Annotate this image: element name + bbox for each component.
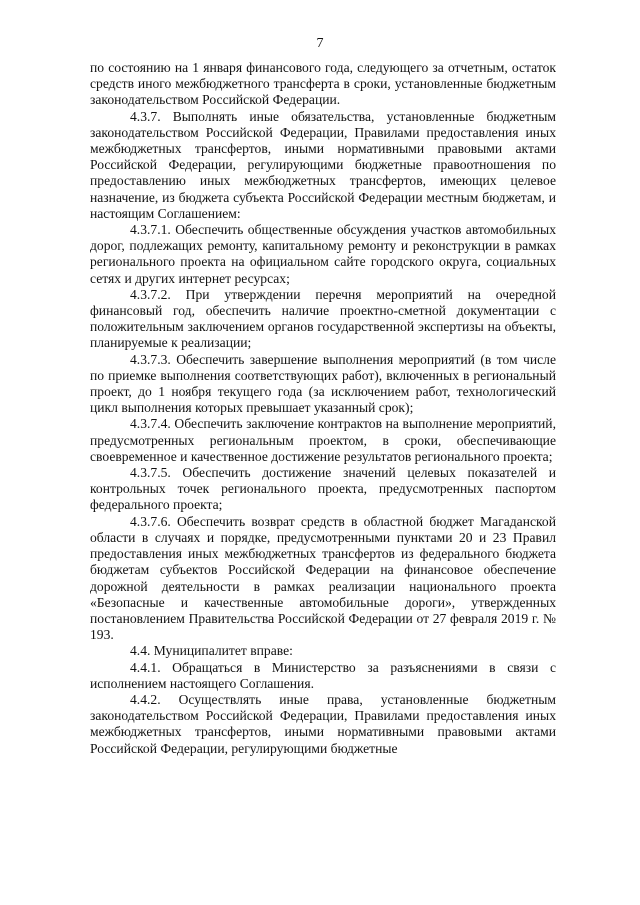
paragraph-continuation: по состоянию на 1 января финансового года, следующего за отчетным, остаток средств иного межбюджетного трансферта в сроки, установленные бюджетным законодательством Российской Федерации. bbox=[90, 60, 556, 108]
page-number: 7 bbox=[316, 36, 324, 51]
paragraph-4-3-7-3: 4.3.7.3. Обеспечить завершение выполнения мероприятий (в том числе по приемке выполнения соответствующих работ), включенных в региональный проект, до 1 ноября текущего года (за исключением работ, технологический цикл выполнения которых превышает указанный срок); bbox=[90, 351, 556, 416]
paragraph-4-4-2: 4.4.2. Осуществлять иные права, установленные бюджетным законодательством Российской Федерации, Правилами предоставления иных межбюджетных трансфертов, иными нормативными правовыми актами Российской Федерации, регулирующими бюджетные bbox=[90, 691, 556, 756]
document-body bbox=[90, 60, 556, 757]
paragraph-4-3-7-6: 4.3.7.6. Обеспечить возврат средств в областной бюджет Магаданской области в случаях и порядке, предусмотренными пунктами 20 и 23 Правил предоставления иных межбюджетных трансфертов из федерального бюджета бюджетам субъектов Российской Федерации на финансовое обеспечение дорожной деятельности в рамках реализации национального проекта «Безопасные и качественные автомобильные дороги», утвержденных постановлением Правительства Российской Федерации от 27 февраля 2019 г. № 193. bbox=[90, 513, 556, 643]
paragraph-4-3-7-4: 4.3.7.4. Обеспечить заключение контрактов на выполнение мероприятий, предусмотренных региональным проектом, в сроки, обеспечивающие своевременное и качественное достижение результатов регионального проекта; bbox=[90, 416, 556, 464]
paragraph-4-3-7-2: 4.3.7.2. При утверждении перечня мероприятий на очередной финансовый год, обеспечить наличие проектно-сметной документации с положительным заключением органов государственной экспертизы на объекты, планируемые к реализации; bbox=[90, 286, 556, 351]
paragraph-4-4-1: 4.4.1. Обращаться в Министерство за разъяснениями в связи с исполнением настоящего Соглашения. bbox=[90, 659, 556, 691]
paragraph-4-4: 4.4. Муниципалитет вправе: bbox=[130, 643, 293, 659]
paragraph-4-3-7-5: 4.3.7.5. Обеспечить достижение значений целевых показателей и контрольных точек регионального проекта, предусмотренных паспортом федерального проекта; bbox=[90, 465, 556, 513]
paragraph-4-3-7: 4.3.7. Выполнять иные обязательства, установленные бюджетным законодательством Российской Федерации, Правилами предоставления иных межбюджетных трансфертов, иными нормативными правовыми актами Российской Федерации, регулирующими бюджетные правоотношения по предоставлению иных межбюджетных трансфертов, имеющих целевое назначение, из бюджета субъекта Российской Федерации местным бюджетам, и настоящим Соглашением: bbox=[90, 108, 556, 221]
paragraph-4-3-7-1: 4.3.7.1. Обеспечить общественные обсуждения участков автомобильных дорог, подлежащих ремонту, капитальному ремонту и реконструкции в рамках регионального проекта на официальном сайте городского округа, социальных сетях и других интернет ресурсах; bbox=[90, 222, 556, 286]
